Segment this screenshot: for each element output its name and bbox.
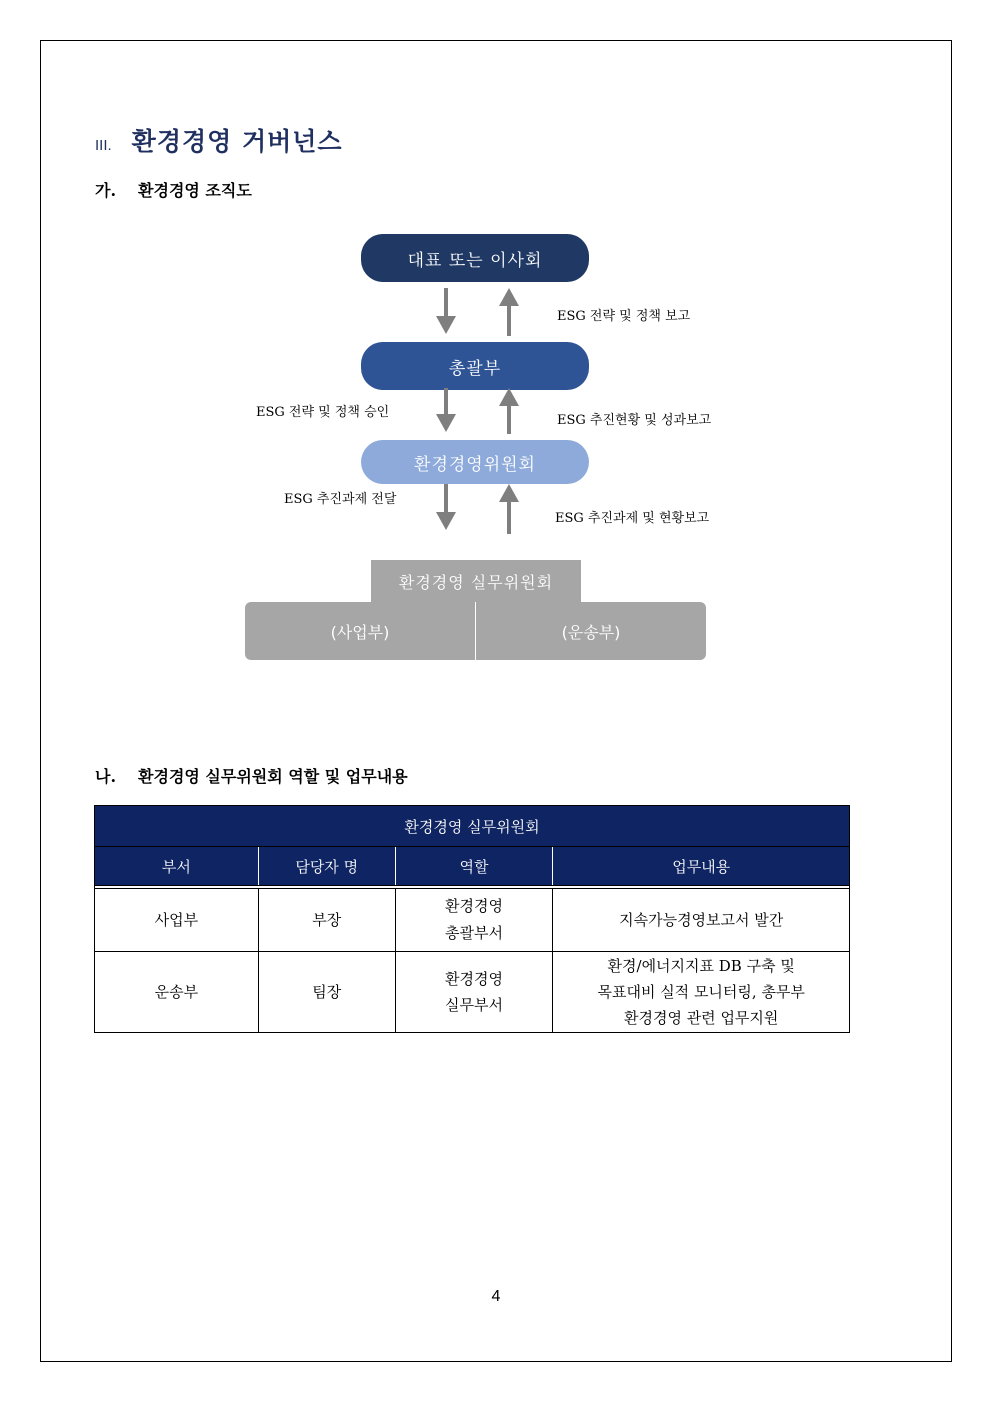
table-caption: 환경경영 실무위원회: [95, 806, 850, 847]
dept-business: (사업부): [330, 622, 390, 642]
subsection-a-title: [95, 178, 252, 201]
arrow-down-icon: [434, 484, 458, 532]
arrow-up-icon: [497, 484, 521, 534]
page-number: 4: [491, 1288, 501, 1305]
cell-role-line: 총괄부서: [445, 924, 503, 942]
label-low-deliver: ESG 추진과제 전달: [284, 492, 397, 507]
table-header-role: 역할: [395, 847, 553, 886]
table-header-person: 담당자 명: [258, 847, 395, 886]
cell-person: 팀장: [258, 952, 395, 1033]
cell-dept: 사업부: [95, 889, 259, 952]
cell-role-line: 환경경영: [445, 970, 503, 988]
section-heading: 환경경영 거버넌스: [131, 127, 343, 156]
cell-duty-line: 환경/에너지지표 DB 구축 및: [607, 957, 795, 975]
section-title: [95, 122, 343, 158]
org-node-general-dept: 총괄부: [361, 342, 589, 390]
role-table: [94, 805, 850, 1033]
org-node-env-committee: 환경경영위원회: [361, 440, 589, 484]
cell-duty-line: 지속가능경영보고서 발간: [619, 910, 784, 929]
arrow-down-icon: [434, 288, 458, 336]
subsection-b-number: 나.: [95, 767, 117, 786]
cell-role-line: 환경경영: [445, 897, 503, 915]
table-header-dept: 부서: [95, 847, 259, 886]
subsection-a-number: 가.: [95, 181, 117, 200]
arrow-up-icon: [497, 288, 521, 336]
subsection-a-heading: 환경경영 조직도: [138, 181, 252, 200]
cell-role: [395, 889, 553, 952]
table-header-duty: 업무내용: [553, 847, 850, 886]
table-row: [95, 952, 850, 1033]
cell-duty: [553, 952, 850, 1033]
section-number: III.: [95, 137, 112, 154]
cell-dept: 운송부: [95, 952, 259, 1033]
cell-role: [395, 952, 553, 1033]
arrow-down-icon: [434, 388, 458, 434]
subsection-b-title: [95, 764, 408, 787]
cell-duty-line: 목표대비 실적 모니터링, 총무부: [597, 983, 805, 1001]
cell-role-line: 실무부서: [445, 996, 503, 1014]
working-committee-departments: [245, 602, 706, 660]
label-top-report: ESG 전략 및 정책 보고: [557, 309, 691, 324]
label-low-report: ESG 추진과제 및 현황보고: [555, 511, 710, 526]
cell-person: 부장: [258, 889, 395, 952]
cell-duty: [553, 889, 850, 952]
dept-transport: (운송부): [561, 622, 621, 642]
cell-duty-line: 환경경영 관련 업무지원: [623, 1009, 779, 1027]
table-row: [95, 889, 850, 952]
org-node-board: 대표 또는 이사회: [361, 234, 589, 282]
label-mid-approve: ESG 전략 및 정책 승인: [256, 405, 390, 420]
subsection-b-heading: 환경경영 실무위원회 역할 및 업무내용: [138, 767, 408, 786]
label-mid-report: ESG 추진현황 및 성과보고: [557, 413, 712, 428]
arrow-up-icon: [497, 388, 521, 434]
org-node-working-committee: 환경경영 실무위원회: [371, 560, 581, 602]
